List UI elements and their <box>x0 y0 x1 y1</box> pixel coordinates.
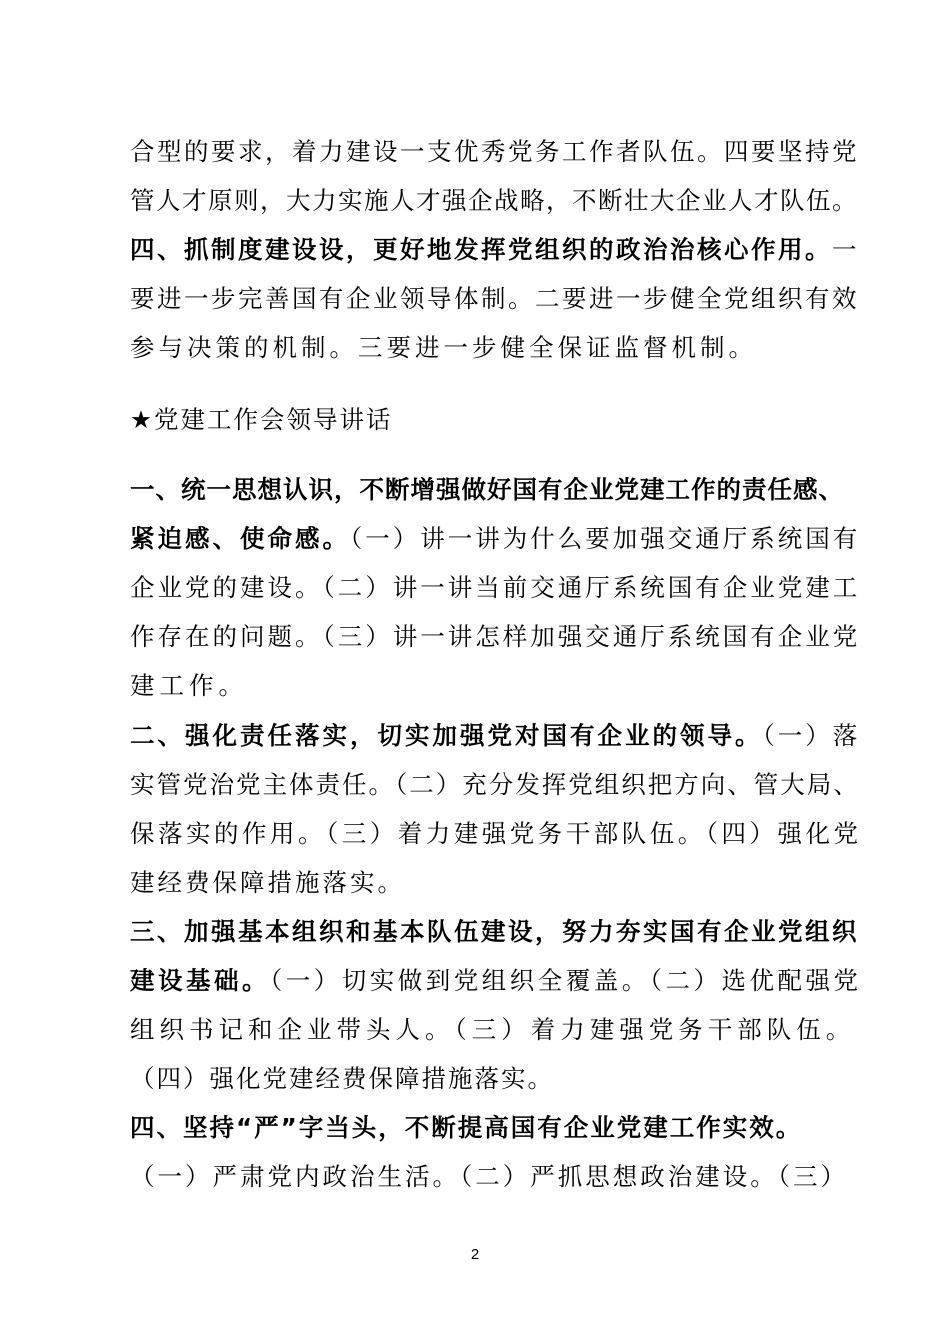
text-line <box>130 765 860 805</box>
line-text: 实管党治党主体责任。（二）充分发挥党组织把方向、管大局、 <box>130 770 860 799</box>
text-line <box>130 519 861 559</box>
section-heading: 一、统一思想认识，不断增强做好国有企业党建工作的责任感、 <box>130 475 844 504</box>
line-text: （一）落 <box>762 721 861 750</box>
line-text: 保落实的作用。（三）着力建强党务干部队伍。（四）强化党 <box>130 819 862 848</box>
line-text: 组织书记和企业带头人。（三）着力建强党务干部队伍。 <box>130 1015 856 1044</box>
section-heading: 四、坚持“严”字当头，不断提高国有企业党建工作实效。 <box>130 1113 803 1142</box>
section-heading: 紧迫感、使命感。 <box>130 524 350 553</box>
text-line <box>130 617 861 657</box>
text-line <box>130 181 858 221</box>
section-heading: 二、强化责任落实，切实加强党对国有企业的领导。 <box>130 721 763 750</box>
section-heading-line <box>130 230 859 270</box>
line-text: 合型的要求，着力建设一支优秀党务工作者队伍。四要坚持党 <box>130 137 859 166</box>
line-text: 要进一步完善国有企业领导体制。二要进一步健全党组织有效 <box>130 284 859 313</box>
page-number: 2 <box>470 1246 480 1263</box>
section-heading: 三、加强基本组织和基本队伍建设，努力夯实国有企业党组织 <box>130 917 859 946</box>
section-heading-line <box>130 470 850 510</box>
line-text: 作存在的问题。（三）讲一讲怎样加强交通厅系统国有企业党 <box>130 622 861 651</box>
text-line <box>130 132 859 172</box>
text-line <box>130 863 850 903</box>
section-heading-line <box>130 716 861 756</box>
text-line <box>130 568 861 608</box>
text-line <box>130 666 850 706</box>
text-line <box>130 1157 850 1197</box>
line-text: 管人才原则，大力实施人才强企战略，不断壮大企业人才队伍。 <box>130 186 858 215</box>
text-line <box>130 1010 856 1050</box>
line-text: 企业党的建设。（二）讲一讲当前交通厅系统国有企业党建工 <box>130 573 861 602</box>
line-text: （一）讲一讲为什么要加强交通厅系统国有 <box>350 524 861 553</box>
text-line <box>130 328 850 368</box>
section-title: ★党建工作会领导讲话 <box>130 405 393 434</box>
line-text: 一 <box>832 235 859 264</box>
text-line <box>130 279 859 319</box>
section-title-line <box>130 400 850 440</box>
line-text: 建工作。 <box>130 671 248 700</box>
line-text: （一）切实做到党组织全覆盖。（二）选优配强党 <box>270 966 862 995</box>
line-text: 建经费保障措施落实。 <box>130 868 405 897</box>
text-line <box>130 814 862 854</box>
line-text: （一）严肃党内政治生活。（二）严抓思想政治建设。（三） <box>130 1162 848 1191</box>
text-line <box>130 1059 850 1099</box>
section-heading: 建设基础。 <box>130 966 270 995</box>
text-line <box>130 961 862 1001</box>
section-heading-line <box>130 912 859 952</box>
section-heading-line <box>130 1108 850 1148</box>
line-text: （四）强化党建经费保障措施落实。 <box>130 1064 554 1093</box>
line-text: 参与决策的机制。三要进一步健全保证监督机制。 <box>130 333 757 362</box>
section-heading: 四、抓制度建设设，更好地发挥党组织的政治治核心作用。 <box>130 235 832 264</box>
